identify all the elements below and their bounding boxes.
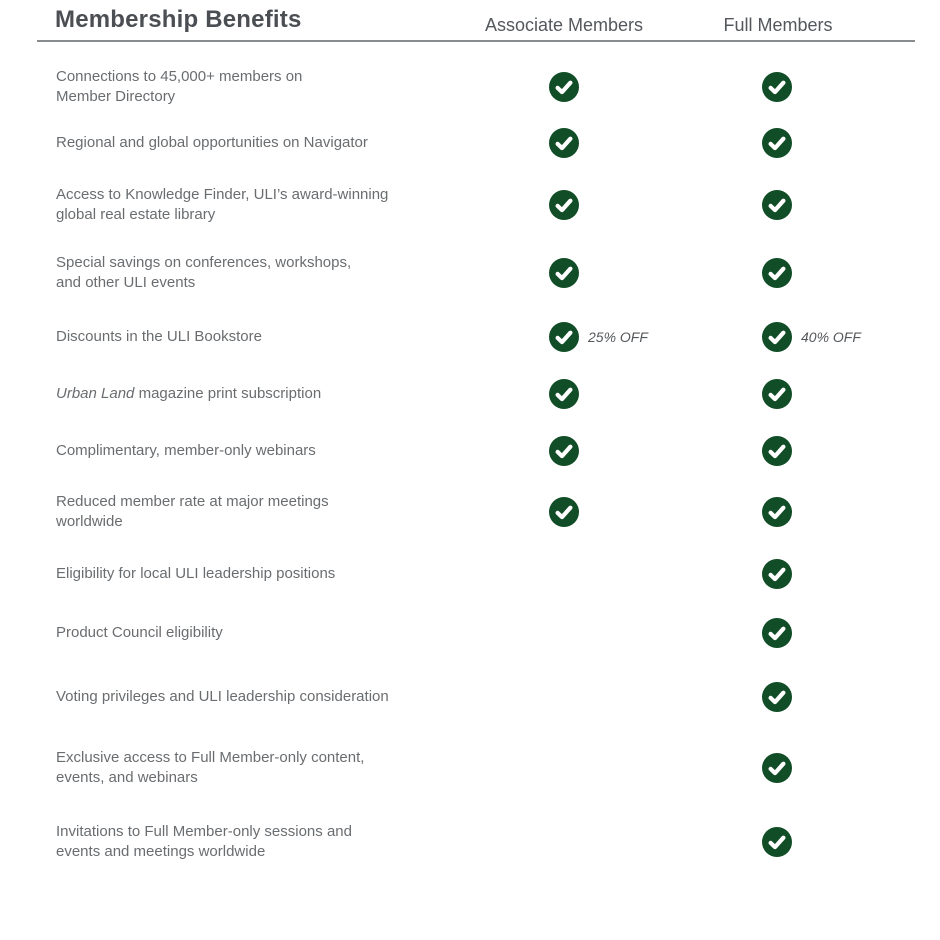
full-cell	[654, 480, 900, 544]
check-circle-icon	[762, 497, 792, 527]
full-cell	[654, 603, 900, 662]
check-circle-icon	[549, 322, 579, 352]
full-cell	[654, 544, 900, 603]
associate-cell	[474, 603, 654, 662]
associate-cell	[474, 662, 654, 731]
associate-cell	[474, 366, 654, 421]
associate-cell	[474, 172, 654, 238]
benefit-label: Urban Land magazine print subscription	[56, 384, 322, 402]
benefit-label: Exclusive access to Full Member-only content, events, and webinars	[56, 749, 365, 786]
full-cell	[654, 366, 900, 421]
benefit-row	[0, 603, 940, 662]
associate-cell	[474, 805, 654, 879]
discount-note: 40% OFF	[801, 328, 861, 345]
check-circle-icon	[762, 682, 792, 712]
check-circle-icon	[762, 559, 792, 589]
full-cell	[654, 60, 900, 114]
benefit-row	[0, 60, 940, 114]
check-circle-icon	[549, 497, 579, 527]
page-title: Membership Benefits	[55, 6, 302, 33]
associate-cell	[474, 421, 654, 480]
benefit-row	[0, 238, 940, 307]
full-cell	[654, 114, 900, 172]
benefit-label: Complimentary, member-only webinars	[56, 441, 316, 459]
check-circle-icon	[549, 128, 579, 158]
check-circle-icon	[762, 258, 792, 288]
associate-cell	[474, 480, 654, 544]
benefits-table	[0, 60, 940, 879]
check-circle-icon	[549, 258, 579, 288]
full-cell	[654, 421, 900, 480]
associate-cell	[474, 238, 654, 307]
benefit-row	[0, 731, 940, 805]
header-divider	[37, 40, 915, 42]
column-header-associate-members: Associate Members	[484, 15, 644, 35]
associate-cell	[474, 544, 654, 603]
benefit-row	[0, 366, 940, 421]
check-circle-icon	[762, 190, 792, 220]
benefit-label: Special savings on conferences, workshops, and other ULI events	[56, 253, 352, 291]
check-circle-icon	[549, 436, 579, 466]
check-circle-icon	[762, 436, 792, 466]
associate-cell	[474, 114, 654, 172]
associate-cell	[474, 307, 654, 366]
check-circle-icon	[762, 618, 792, 648]
benefit-row	[0, 662, 940, 731]
full-cell	[654, 805, 900, 879]
table-header	[0, 0, 940, 60]
check-circle-icon	[762, 827, 792, 857]
check-circle-icon	[549, 190, 579, 220]
benefit-row	[0, 805, 940, 879]
check-circle-icon	[762, 753, 792, 783]
benefit-label: Discounts in the ULI Bookstore	[56, 327, 262, 345]
benefit-label: Reduced member rate at major meetings worldwide	[56, 493, 329, 530]
benefit-label: Invitations to Full Member-only sessions and events and meetings worldwide	[56, 823, 352, 860]
benefit-label: Eligibility for local ULI leadership positions	[56, 564, 336, 582]
associate-cell	[474, 60, 654, 114]
associate-cell	[474, 731, 654, 805]
column-header-full-members: Full Members	[723, 15, 833, 35]
check-circle-icon	[762, 72, 792, 102]
benefit-label: Voting privileges and ULI leadership consideration	[56, 687, 389, 705]
full-cell	[654, 307, 900, 366]
benefit-label: Regional and global opportunities on Navigator	[56, 134, 368, 151]
benefit-label: Access to Knowledge Finder, ULI’s award-winning global real estate library	[56, 186, 389, 223]
full-cell	[654, 731, 900, 805]
benefit-row	[0, 114, 940, 172]
benefit-row	[0, 544, 940, 603]
benefit-label: Product Council eligibility	[56, 623, 223, 641]
full-cell	[654, 172, 900, 238]
discount-note: 25% OFF	[588, 328, 648, 345]
benefit-label: Connections to 45,000+ members on Member Directory	[56, 68, 303, 105]
full-cell	[654, 662, 900, 731]
check-circle-icon	[549, 72, 579, 102]
check-circle-icon	[762, 379, 792, 409]
benefit-row	[0, 307, 940, 366]
benefit-row	[0, 421, 940, 480]
check-circle-icon	[762, 128, 792, 158]
check-circle-icon	[549, 379, 579, 409]
full-cell	[654, 238, 900, 307]
benefit-row	[0, 480, 940, 544]
benefit-row	[0, 172, 940, 238]
check-circle-icon	[762, 322, 792, 352]
